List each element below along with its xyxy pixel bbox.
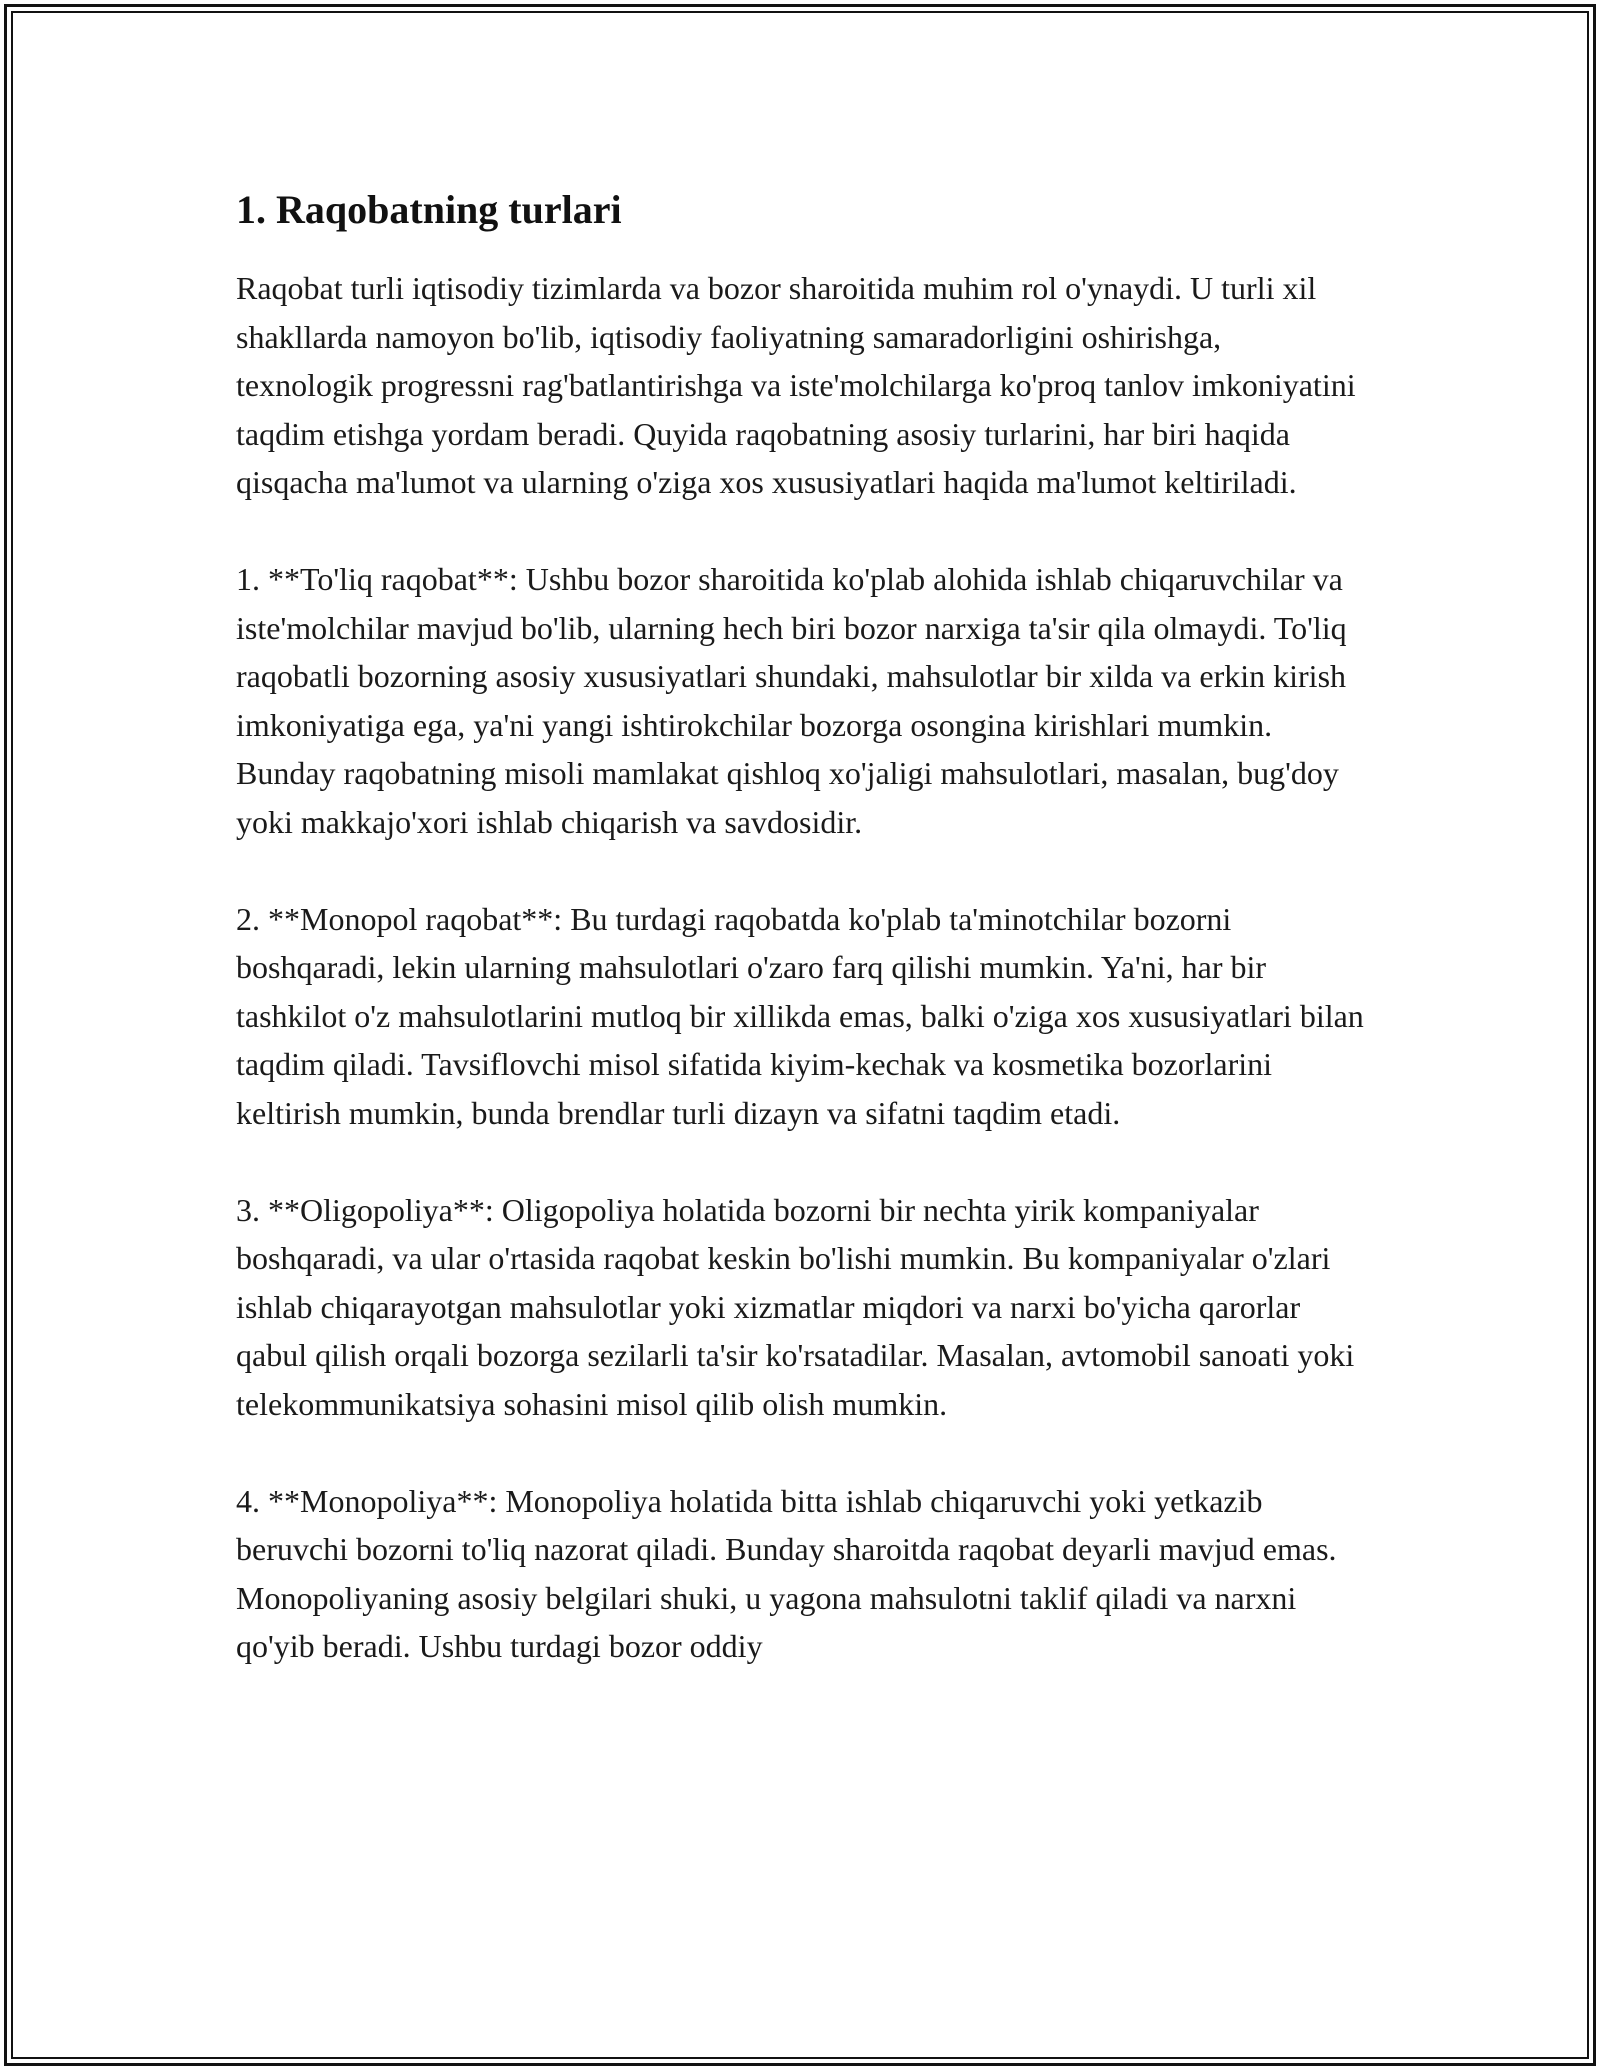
document-body <box>236 186 1364 1719</box>
paragraph-monopolistic-competition: 2. **Monopol raqobat**: Bu turdagi raqobatda ko'plab ta'minotchilar bozorni boshqaradi, lekin ularning mahsulotlari o'zaro farq qilishi mumkin. Ya'ni, har bir tashkilot o'z mahsulotlarini mutloq bir xillikda emas, balki o'ziga xos xususiyatlari bilan taqdim qiladi. Tavsiflovchi misol sifatida kiyim-kechak va kosmetika bozorlarini keltirish mumkin, bunda brendlar turli dizayn va sifatni taqdim etadi. <box>236 900 1364 1131</box>
paragraph-intro: Raqobat turli iqtisodiy tizimlarda va bozor sharoitida muhim rol o'ynaydi. U turli xil shakllarda namoyon bo'lib, iqtisodiy faoliyatning samaradorligini oshirishga, texnologik progressni rag'batlantirishga va iste'molchilarga ko'proq tanlov imkoniyatini taqdim etishga yordam beradi. Quyida raqobatning asosiy turlarini, har biri haqida qisqacha ma'lumot va ularning o'ziga xos xususiyatlari haqida ma'lumot keltiriladi. <box>236 270 1356 500</box>
paragraph-monopoly: 4. **Monopoliya**: Monopoliya holatida bitta ishlab chiqaruvchi yoki yetkazib beruvchi bozorni to'liq nazorat qiladi. Bunday sharoitda raqobat deyarli mavjud emas. Monopoliyaning asosiy belgilari shuki, u yagona mahsulotni taklif qiladi va narxni qo'yib beradi. Ushbu turdagi bozor oddiy <box>236 1482 1337 1664</box>
paragraph-perfect-competition: 1. **To'liq raqobat**: Ushbu bozor sharoitida ko'plab alohida ishlab chiqaruvchilar va iste'molchilar mavjud bo'lib, ularning hech biri bozor narxiga ta'sir qila olmaydi. To'liq raqobatli bozorning asosiy xususiyatlari shundaki, mahsulotlar bir xilda va erkin kirish imkoniyatiga ega, ya'ni yangi ishtirokchilar bozorga osongina kirishlari mumkin. Bunday raqobatning misoli mamlakat qishloq xo'jaligi mahsulotlari, masalan, bug'doy yoki makkajo'xori ishlab chiqarish va savdosidir. <box>236 561 1347 840</box>
section-heading: 1. Raqobatning turlari <box>236 187 622 232</box>
paragraph-oligopoly: 3. **Oligopoliya**: Oligopoliya holatida bozorni bir nechta yirik kompaniyalar boshqaradi, va ular o'rtasida raqobat keskin bo'lishi mumkin. Bu kompaniyalar o'zlari ishlab chiqarayotgan mahsulotlar yoki xizmatlar miqdori va narxi bo'yicha qarorlar qabul qilish orqali bozorga sezilarli ta'sir ko'rsatadilar. Masalan, avtomobil sanoati yoki telekommunikatsiya sohasini misol qilib olish mumkin. <box>236 1191 1355 1422</box>
